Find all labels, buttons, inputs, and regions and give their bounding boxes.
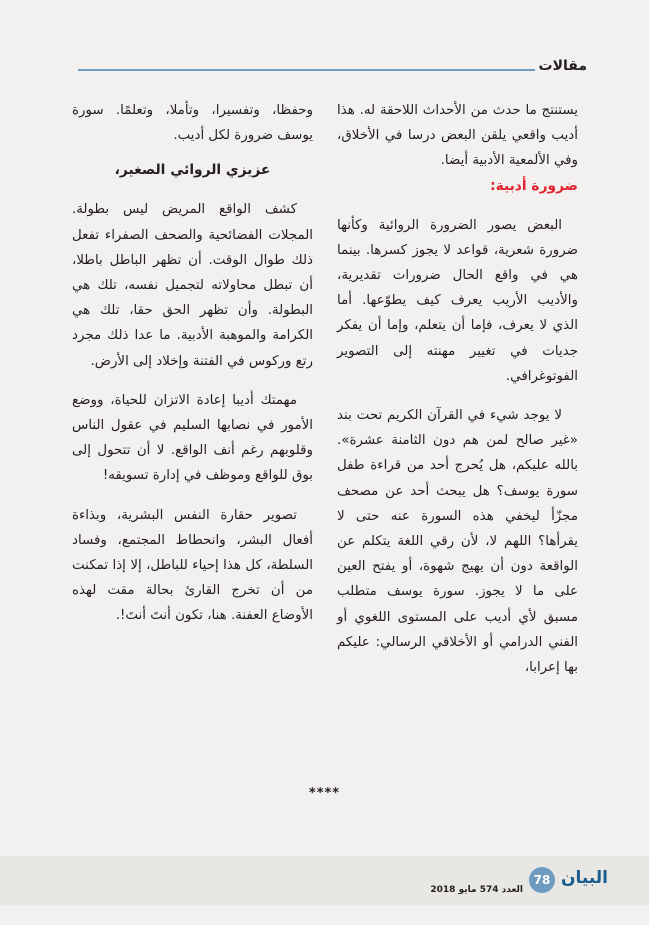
left-paragraph-1: وحفظا، وتفسيرا، وتأملا، وتعلمًا. سورة يوسف ضرورة لكل أديب. — [72, 103, 313, 144]
right-paragraph-2: البعض يصور الضرورة الروائية وكأنها ضرورة شعرية، قواعد لا يجوز كسرها. بينما هي في واقع الحال ضرورات تقديرية، والأديب الأريب يعرف كيف يطوّعها. أما الذي لا يعرف، فإما أن يتعلم، وإما أن يفكر جديات في تغيير مهنته إلى التصوير الفوتوغرافي. — [337, 217, 578, 384]
left-subheading: عزيزي الروائي الصغير، — [114, 162, 271, 179]
section-separator: **** — [308, 786, 341, 801]
left-paragraph-3: مهمتك أديبا إعادة الاتزان للحياة، ووضع الأمور في نصابها السليم في عقول الناس وقلوبهم رغم أنف الواقع. لا أن تتحول إلى بوق للواقع وموظف في إدارة تسويقه! — [72, 392, 313, 484]
right-paragraph-3: لا يوجد شيء في القرآن الكريم تحت بند «غير صالح لمن هم دون الثامنة عشرة». بالله عليكم، هل يُحرج أحد من قراءة طفل سورة يوسف؟ هل يبحث أحد عن مصحف مجزّأ ليخفي هذه السورة عنه حتى لا يقرأها؟ اللهم لا، لأن رقي اللغة يتكلم عن الواقعة دون أن يهيج شهوة، أو يفتح العين على ما لا يجوز. سورة يوسف متطلب مسبق لأي أديب على المستوى اللغوي أو الفني الدرامي أو الأخلاقي الرسالي: عليكم بها إعرابا، — [337, 408, 578, 676]
left-paragraph-4: تصوير حقارة النفس البشرية، وبذاءة أفعال البشر، وانحطاط المجتمع، وفساد السلطة، كل هذا إحياء للباطل، إلا إذا تمكنت من أن تخرج القارئ بحالة مقت لهذه الأوضاع العفنة. هنا، تكون أنتَ أنتَ!. — [72, 507, 313, 624]
right-subheading: ضرورة أدبية: — [490, 177, 578, 194]
right-paragraph-1: يستنتج ما حدث من الأحداث اللاحقة له. هذا أديب واقعي يلقن البعض درسا في الأخلاق، وفي الألمعية الأدبية أيضا. — [337, 103, 578, 169]
page-number-badge: 78 — [529, 867, 555, 893]
section-title: مقالات — [538, 58, 587, 74]
left-paragraph-2: كشف الواقع المريض ليس بطولة. المجلات الفضائحية والصحف الصفراء تفعل ذلك طوال الوقت. أن تظهر الباطل باطلا، أن تبطل محاولاته لتجميل نفسه، تلك هي البطولة. وأن تظهر الحق حقا، تلك هي الكرامة والموهبة الأدبية. ما عدا ذلك مجرد رتع وركوس في الفتنة وإخلاد إلى الأرض. — [72, 202, 313, 369]
right-column — [337, 98, 578, 680]
header-rule — [78, 69, 535, 71]
magazine-logo: البيان — [561, 868, 608, 888]
issue-info: العدد 574 مايو 2018 — [430, 885, 523, 895]
left-column — [72, 98, 313, 629]
